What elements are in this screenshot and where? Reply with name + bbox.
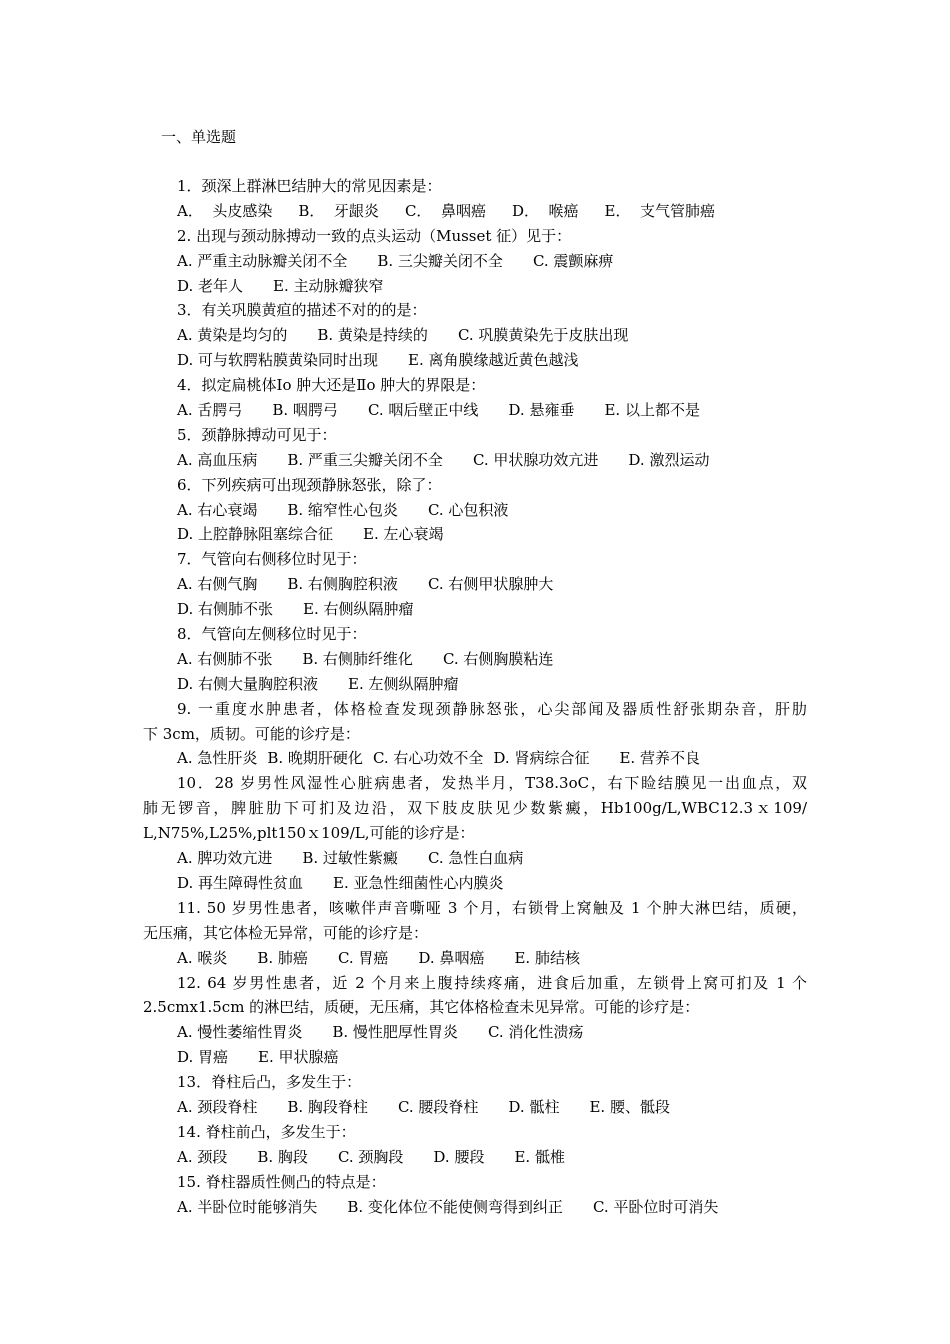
option-d: D. 胃癌 <box>177 1048 229 1067</box>
question-stem: 下 3cm，质韧。可能的诊疗是： <box>143 724 360 743</box>
option-a: A. 右心衰竭 <box>177 500 258 519</box>
question-stem: 12. 64 岁男性患者，近 2 个月来上腹持续疼痛，进食后加重，左锁骨上窝可扪及 1 个 <box>177 973 807 992</box>
option-e: E. 甲状腺癌 <box>258 1048 339 1067</box>
question-stem: 2. 出现与颈动脉搏动一致的点头运动（Musset 征）见于： <box>177 226 572 245</box>
question-4 <box>143 373 807 423</box>
question-11 <box>143 896 807 971</box>
option-row <box>143 946 807 971</box>
option-d: D. 可与软腭粘膜黄染同时出现 <box>177 351 379 370</box>
question-stem: 11. 50 岁男性患者，咳嗽伴声音嘶哑 3 个月，右锁骨上窝触及 1 个肿大淋巴结，质硬， <box>177 898 807 917</box>
option-c: C. 平卧位时可消失 <box>592 1197 719 1216</box>
option-b: B. 缩窄性心包炎 <box>287 500 398 519</box>
option-b: B. 右侧胸腔积液 <box>287 575 398 594</box>
option-e: E. 右侧纵隔肿瘤 <box>303 600 414 619</box>
option-b: B. 右侧肺纤维化 <box>302 649 413 668</box>
option-row <box>143 249 807 274</box>
option-d: D. 上腔静脉阻塞综合征 <box>177 525 334 544</box>
option-row <box>143 746 807 771</box>
question-10 <box>143 771 807 895</box>
option-c: C. 心包积液 <box>427 500 509 519</box>
option-a: A. 慢性萎缩性胃炎 <box>177 1023 303 1042</box>
question-stem: 8．气管向左侧移位时见于： <box>177 625 367 644</box>
question-5 <box>143 423 807 473</box>
question-stem: 9. 一重度水肿患者，体格检查发现颈静脉怒张，心尖部闻及器质性舒张期杂音，肝肋 <box>177 699 807 718</box>
question-1 <box>143 174 807 224</box>
question-stem: 2.5cmx1.5cm 的淋巴结，质硬，无压痛，其它体格检查未见异常。可能的诊疗是： <box>143 998 700 1017</box>
option-c: C. 右侧胸膜粘连 <box>442 649 554 668</box>
option-e: E. 主动脉瓣狭窄 <box>273 276 384 295</box>
option-b: B. 过敏性紫癜 <box>302 849 398 868</box>
option-b: B． 牙龈炎 <box>298 201 379 220</box>
option-row <box>143 871 807 896</box>
option-a: A. 急性肝炎 <box>177 749 258 768</box>
option-row <box>143 348 807 373</box>
option-a: A． 头皮感染 <box>177 201 273 220</box>
option-e: E. 离角膜缘越近黄色越浅 <box>408 351 579 370</box>
option-d: D. 鼻咽癌 <box>418 948 485 967</box>
option-d: D. 肾病综合征 <box>493 749 590 768</box>
option-d: D. 老年人 <box>177 276 244 295</box>
option-row <box>143 672 807 697</box>
question-3 <box>143 298 807 373</box>
question-12 <box>143 971 807 1071</box>
option-c: C． 鼻咽癌 <box>404 201 486 220</box>
option-b: B. 肺癌 <box>257 948 308 967</box>
question-stem: L,N75%,L25%,plt150ｘ109/L,可能的诊疗是： <box>143 824 475 843</box>
question-stem: 14. 脊柱前凸，多发生于： <box>177 1122 356 1141</box>
option-row <box>143 1045 807 1070</box>
option-b: B. 变化体位不能使侧弯得到纠正 <box>347 1197 563 1216</box>
question-stem: 3．有关巩膜黄疸的描述不对的的是： <box>177 301 427 320</box>
option-b: B. 晚期肝硬化 <box>267 749 363 768</box>
option-row <box>143 647 807 672</box>
option-row <box>143 498 807 523</box>
option-b: B. 黄染是持续的 <box>317 326 428 345</box>
option-e: E. 以上都不是 <box>604 401 700 420</box>
option-row <box>143 572 807 597</box>
option-c: C. 巩膜黄染先于皮肤出现 <box>457 326 629 345</box>
option-a: A. 半卧位时能够消失 <box>177 1197 318 1216</box>
option-e: E. 左心衰竭 <box>363 525 444 544</box>
option-d: D. 右侧肺不张 <box>177 600 274 619</box>
option-a: A. 喉炎 <box>177 948 228 967</box>
option-b: B. 三尖瓣关闭不全 <box>377 251 503 270</box>
option-row <box>143 846 807 871</box>
question-2 <box>143 224 807 299</box>
option-row <box>143 1195 807 1220</box>
option-c: C. 消化性溃疡 <box>487 1023 584 1042</box>
option-c: C. 胃癌 <box>337 948 389 967</box>
option-c: C. 甲状腺功效亢进 <box>472 450 599 469</box>
question-7 <box>143 547 807 622</box>
option-c: C. 腰段脊柱 <box>397 1097 479 1116</box>
option-a: A. 脾功效亢进 <box>177 849 273 868</box>
question-stem: 15. 脊柱器质性侧凸的特点是： <box>177 1172 386 1191</box>
option-a: A. 黄染是均匀的 <box>177 326 288 345</box>
option-e: E. 亚急性细菌性心内膜炎 <box>333 873 504 892</box>
question-stem: 7．气管向右侧移位时见于： <box>177 550 367 569</box>
option-e: E. 营养不良 <box>619 749 700 768</box>
option-a: A. 颈段脊柱 <box>177 1097 258 1116</box>
question-6 <box>143 473 807 548</box>
option-row <box>143 323 807 348</box>
option-row <box>143 1095 807 1120</box>
question-stem: 1．颈深上群淋巴结肿大的常见因素是： <box>177 177 442 195</box>
option-a: A. 右侧肺不张 <box>177 649 273 668</box>
option-row <box>143 448 807 473</box>
option-c: C. 震颤麻痹 <box>532 251 614 270</box>
option-a: A. 严重主动脉瓣关闭不全 <box>177 251 348 270</box>
option-e: E. 腰、骶段 <box>589 1097 670 1116</box>
option-a: A. 高血压病 <box>177 450 258 469</box>
option-row <box>143 274 807 299</box>
option-c: C. 右侧甲状腺肿大 <box>427 575 554 594</box>
question-stem: 6．下列疾病可出现颈静脉怒张，除了： <box>177 475 442 494</box>
option-row <box>143 597 807 622</box>
question-9 <box>143 697 807 772</box>
option-e: E． 支气管肺癌 <box>604 201 716 220</box>
option-row <box>143 398 807 423</box>
option-d: D. 右侧大量胸腔积液 <box>177 674 319 693</box>
option-a: A. 颈段 <box>177 1147 228 1166</box>
option-c: C. 急性白血病 <box>427 849 524 868</box>
option-b: B. 胸段脊柱 <box>287 1097 368 1116</box>
question-15 <box>143 1170 807 1220</box>
question-stem: 10．28 岁男性风湿性心脏病患者，发热半月，T38.3oC，右下睑结膜见一出血点，双 <box>177 774 807 793</box>
option-b: B. 严重三尖瓣关闭不全 <box>287 450 443 469</box>
option-c: C. 咽后壁正中线 <box>367 401 479 420</box>
option-c: C. 颈胸段 <box>337 1147 404 1166</box>
option-d: D． 喉癌 <box>511 201 579 220</box>
question-list <box>143 174 807 1219</box>
section-title: 一、单选题 <box>161 128 237 146</box>
option-b: B. 咽腭弓 <box>272 401 338 420</box>
option-d: D. 骶柱 <box>508 1097 560 1116</box>
question-13 <box>143 1070 807 1120</box>
question-14 <box>143 1120 807 1170</box>
option-b: B. 胸段 <box>257 1147 308 1166</box>
option-d: D. 腰段 <box>433 1147 485 1166</box>
option-e: E. 骶椎 <box>514 1147 565 1166</box>
option-d: D. 再生障碍性贫血 <box>177 873 304 892</box>
option-row <box>143 199 807 224</box>
question-stem: 5．颈静脉搏动可见于： <box>177 425 337 444</box>
option-b: B. 慢性肥厚性胃炎 <box>332 1023 458 1042</box>
option-e: E. 左侧纵隔肿瘤 <box>348 674 459 693</box>
option-row <box>143 522 807 547</box>
question-stem: 13．脊柱后凸，多发生于： <box>177 1073 362 1092</box>
question-stem: 肺无锣音，脾脏肋下可扪及边沿，双下肢皮肤见少数紫癜，Hb100g/L,WBC12.3ｘ109/ <box>143 799 807 818</box>
question-8 <box>143 622 807 697</box>
option-d: D. 悬雍垂 <box>508 401 575 420</box>
option-a: A. 右侧气胸 <box>177 575 258 594</box>
option-row <box>143 1145 807 1170</box>
question-stem: 无压痛，其它体检无异常，可能的诊疗是： <box>143 923 429 942</box>
option-e: E. 肺结核 <box>514 948 580 967</box>
option-d: D. 激烈运动 <box>628 450 710 469</box>
option-c: C. 右心功效不全 <box>372 749 484 768</box>
question-stem: 4．拟定扁桃体Ⅰo 肿大还是Ⅱo 肿大的界限是： <box>177 376 486 395</box>
option-a: A. 舌腭弓 <box>177 401 243 420</box>
option-row <box>143 1020 807 1045</box>
